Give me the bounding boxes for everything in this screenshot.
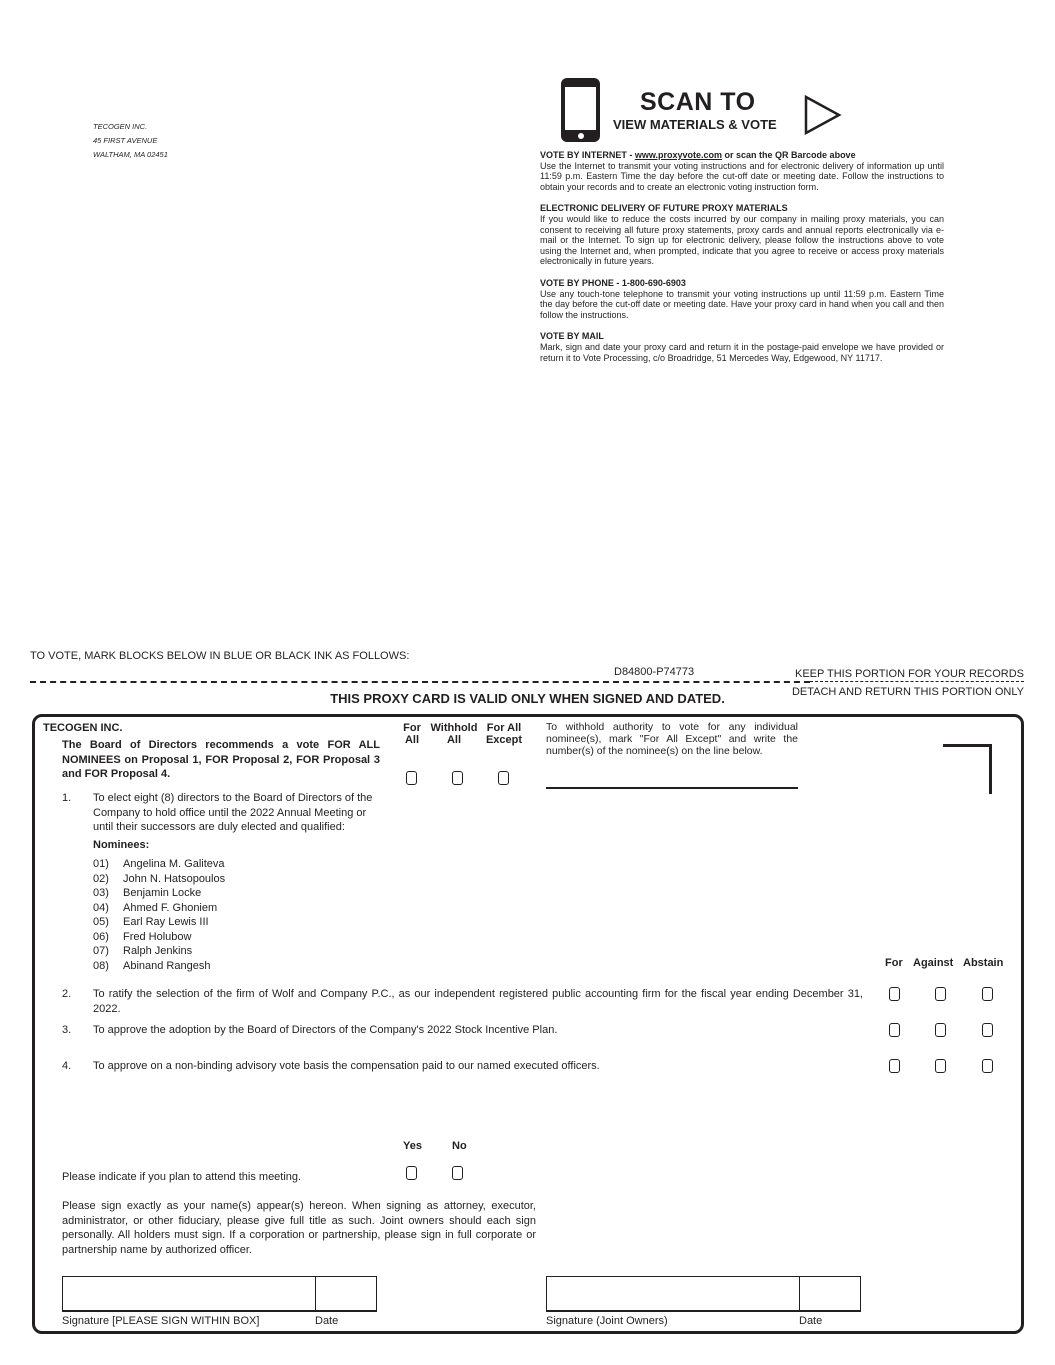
for-all-checkbox[interactable]	[406, 771, 417, 785]
joint-date-label: Date	[799, 1315, 823, 1327]
withhold-instructions: To withhold authority to vote for any individual nominee(s), mark "For All Except" and write the number(s) of the nominee(s) on the line below.	[546, 721, 798, 757]
signature-box[interactable]	[62, 1276, 316, 1312]
nominee: 05) Earl Ray Lewis III	[93, 916, 209, 928]
nominee-list	[93, 857, 225, 973]
p2-for-checkbox[interactable]	[889, 987, 900, 1001]
address-company: TECOGEN INC.	[93, 122, 148, 131]
header-no: No	[452, 1140, 467, 1152]
keep-portion: KEEP THIS PORTION FOR YOUR RECORDS	[794, 668, 1024, 680]
attend-no-checkbox[interactable]	[452, 1166, 463, 1180]
phone-icon	[561, 78, 600, 142]
nominee: 03) Benjamin Locke	[93, 887, 202, 899]
electronic-title: ELECTRONIC DELIVERY OF FUTURE PROXY MATERIALS	[540, 203, 788, 214]
proposal-3-number: 3.	[62, 1024, 72, 1036]
company-address	[93, 120, 168, 162]
nominee: 02) John N. Hatsopoulos	[93, 872, 226, 885]
proposal-2-text: To ratify the selection of the firm of Wolf and Company P.C., as our independent registered public accounting firm for the fiscal year ending December 31, 2022.	[93, 988, 863, 1015]
header-yes: Yes	[403, 1140, 422, 1152]
header-for-all: For All	[403, 722, 421, 746]
attend-question: Please indicate if you plan to attend this meeting.	[62, 1171, 302, 1183]
joint-signature-box[interactable]	[546, 1276, 800, 1312]
header-for: For	[885, 957, 903, 969]
proposal-4-number: 4.	[62, 1060, 72, 1072]
phone-body: Use any touch-tone telephone to transmit your voting instructions up until 11:59 p.m. Eastern Time the day before the cut-off date or meeting date. Have your proxy card in hand when you call and then follow the instructions.	[540, 288, 944, 320]
internet-body: Use the Internet to transmit your voting instructions and for electronic delivery of information up until 11:59 p.m. Eastern Time the day before the cut-off date or meeting date. Follow the instructions to obtain your records and to create an electronic voting instruction form.	[540, 160, 944, 192]
proposal-1-text: To elect eight (8) directors to the Board of Directors of the Company to hold office until the 2022 Annual Meeting or until their successors are duly elected and qualified:	[93, 792, 373, 833]
p3-against-checkbox[interactable]	[935, 1023, 946, 1037]
date-label: Date	[315, 1315, 339, 1327]
card-company: TECOGEN INC.	[43, 722, 123, 734]
phone-title: VOTE BY PHONE - 1-800-690-6903	[540, 277, 686, 288]
attend-yes-checkbox[interactable]	[406, 1166, 417, 1180]
nominees-label: Nominees:	[93, 839, 150, 851]
scan-title: SCAN TO	[640, 88, 756, 116]
detach-line	[30, 681, 810, 683]
play-arrow-icon	[804, 95, 842, 135]
address-city: WALTHAM, MA 02451	[93, 150, 168, 159]
nominee: 01) Angelina M. Galiteva	[93, 858, 225, 870]
p2-abstain-checkbox[interactable]	[982, 987, 993, 1001]
nominee: 06) Fred Holubow	[93, 930, 192, 943]
joint-date-box[interactable]	[799, 1276, 861, 1312]
p3-for-checkbox[interactable]	[889, 1023, 900, 1037]
proposal-4-text: To approve on a non-binding advisory vote basis the compensation paid to our named executed officers.	[93, 1060, 600, 1072]
valid-notice: THIS PROXY CARD IS VALID ONLY WHEN SIGNED AND DATED.	[330, 691, 725, 706]
registration-mark	[943, 744, 992, 794]
proposal-3-text: To approve the adoption by the Board of Directors of the Company's 2022 Stock Incentive Plan.	[93, 1024, 558, 1036]
p4-abstain-checkbox[interactable]	[982, 1059, 993, 1073]
internet-title: VOTE BY INTERNET - www.proxyvote.com or scan the QR Barcode above	[540, 150, 856, 160]
address-street: 45 FIRST AVENUE	[93, 136, 158, 145]
nominee: 04) Ahmed F. Ghoniem	[93, 901, 218, 914]
detach-line-right	[810, 681, 1024, 682]
nominee: 08) Abinand Rangesh	[93, 959, 211, 972]
board-recommendation: The Board of Directors recommends a vote FOR ALL NOMINEES on Proposal 1, FOR Proposal 2, FOR Proposal 3 and FOR Proposal 4.	[62, 739, 380, 780]
signature-label: Signature [PLEASE SIGN WITHIN BOX]	[62, 1315, 260, 1327]
control-code: D84800-P74773	[614, 666, 695, 678]
header-abstain: Abstain	[963, 957, 1004, 969]
proposal-2-number: 2.	[62, 988, 72, 1000]
mail-body: Mark, sign and date your proxy card and return it in the postage-paid envelope we have provided or return it to Vote Processing, c/o Broadridge, 51 Mercedes Way, Edgewood, NY 11717.	[540, 341, 944, 363]
p2-against-checkbox[interactable]	[935, 987, 946, 1001]
p4-against-checkbox[interactable]	[935, 1059, 946, 1073]
header-withhold-all: Withhold All	[430, 722, 478, 746]
header-against: Against	[913, 957, 954, 969]
joint-signature-label: Signature (Joint Owners)	[546, 1315, 668, 1327]
mark-instructions: TO VOTE, MARK BLOCKS BELOW IN BLUE OR BLACK INK AS FOLLOWS:	[30, 650, 410, 662]
scan-subtitle: VIEW MATERIALS & VOTE	[613, 117, 777, 132]
nominee: 07) Ralph Jenkins	[93, 945, 193, 957]
signing-instructions: Please sign exactly as your name(s) appear(s) hereon. When signing as attorney, executor, administrator, or other fiduciary, please give full title as such. Joint owners should each sign personally. All holders must sign. If a corporation or partnership, please sign in full corporate or partnership name by authorized officer.	[62, 1200, 536, 1256]
electronic-body: If you would like to reduce the costs incurred by our company in mailing proxy materials, you can consent to receiving all future proxy statements, proxy cards and annual reports electronically via e-mail or the Internet. To sign up for electronic delivery, please follow the instructions above to vote using the Internet and, when prompted, indicate that you agree to receive or access proxy materials electronically in future years.	[540, 213, 944, 267]
withhold-all-checkbox[interactable]	[452, 771, 463, 785]
except-nominee-line[interactable]	[546, 787, 798, 789]
header-for-all-except: For All Except	[485, 722, 523, 746]
proposal-1-number: 1.	[62, 792, 72, 804]
detach-portion: DETACH AND RETURN THIS PORTION ONLY	[791, 686, 1024, 698]
voting-instructions	[540, 150, 944, 374]
for-all-except-checkbox[interactable]	[498, 771, 509, 785]
mail-title: VOTE BY MAIL	[540, 331, 604, 342]
signature-date-box[interactable]	[315, 1276, 377, 1312]
p4-for-checkbox[interactable]	[889, 1059, 900, 1073]
p3-abstain-checkbox[interactable]	[982, 1023, 993, 1037]
proxyvote-link[interactable]: www.proxyvote.com	[634, 150, 723, 160]
